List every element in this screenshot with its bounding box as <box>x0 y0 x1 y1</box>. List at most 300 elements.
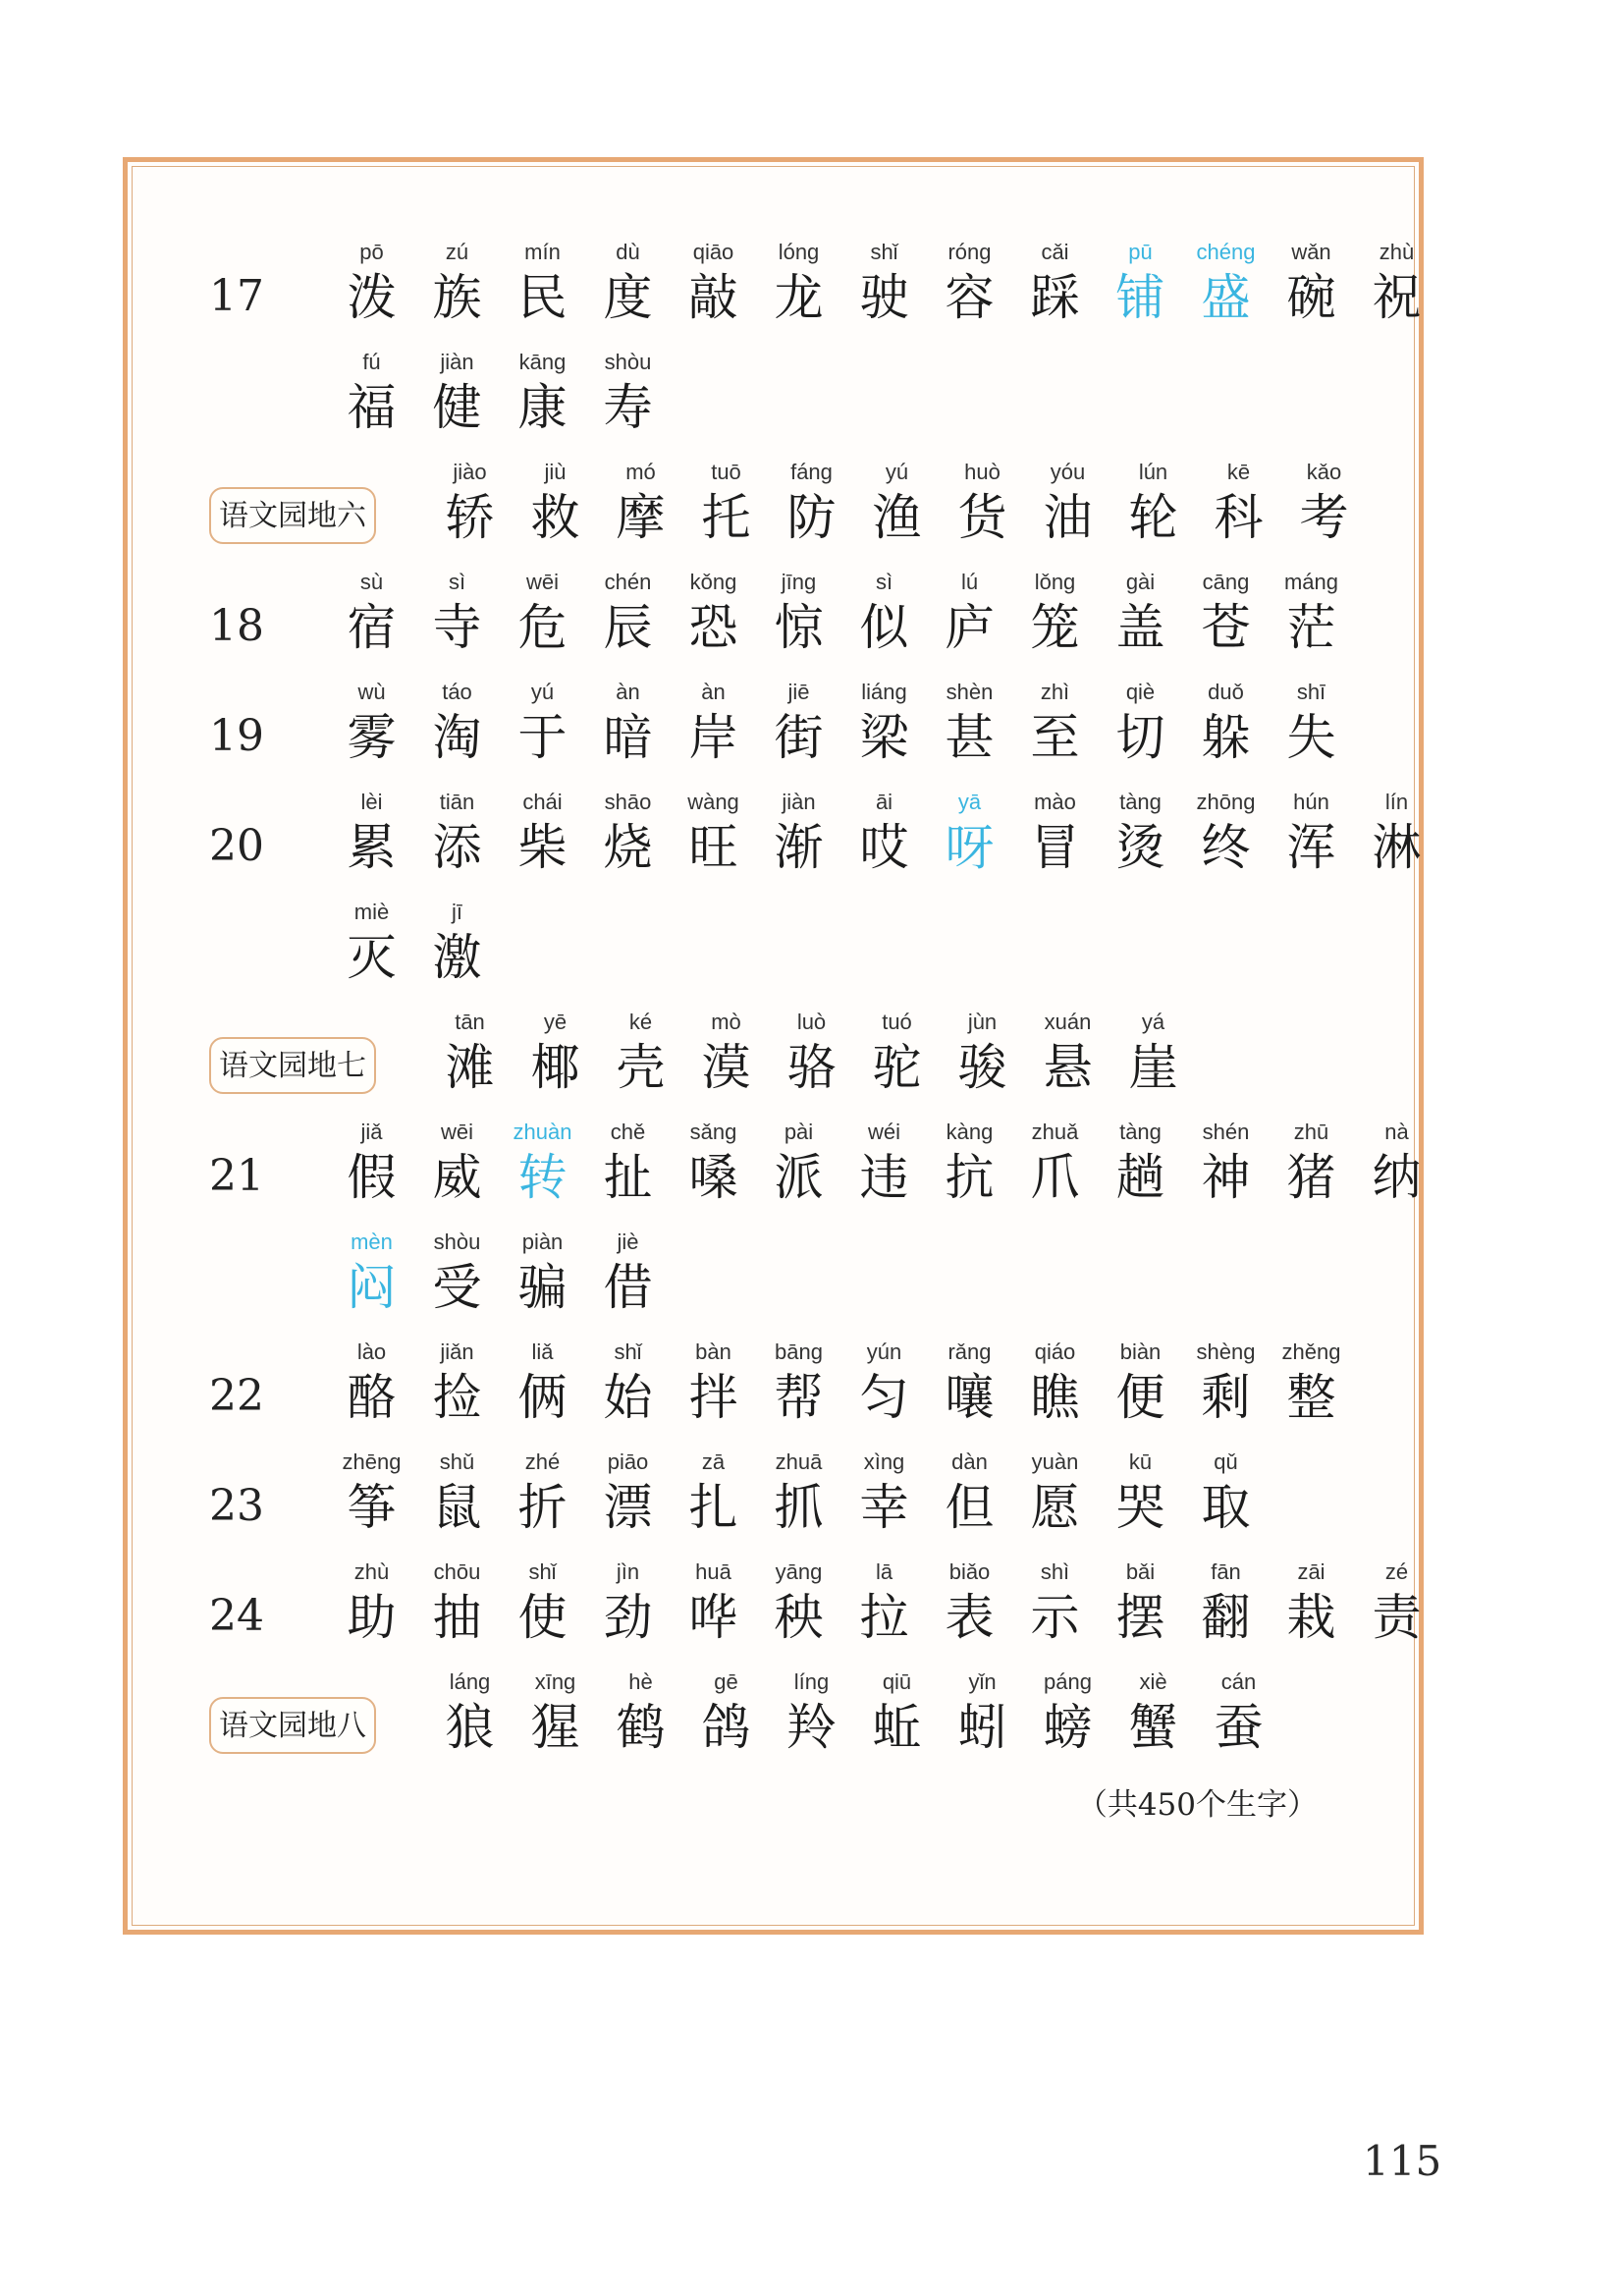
pinyin-annotation: shī <box>1296 680 1326 704</box>
character-cell <box>854 458 940 548</box>
hanzi-character: 猩 <box>530 1699 580 1756</box>
character-cell <box>414 1118 500 1208</box>
page-number: 115 <box>1363 2137 1442 2185</box>
character-cell <box>1098 678 1183 768</box>
character-cell <box>683 458 769 548</box>
character-cell <box>756 678 841 768</box>
pinyin-annotation: qiū <box>882 1669 912 1694</box>
character-cell <box>585 1338 671 1428</box>
pinyin-annotation: gē <box>714 1669 738 1694</box>
character-cell <box>671 1558 756 1648</box>
pinyin-annotation: zú <box>445 240 469 264</box>
character-cell <box>329 898 414 988</box>
pinyin-annotation: zhé <box>524 1449 561 1474</box>
hanzi-character: 惊 <box>774 599 824 656</box>
pinyin-annotation: shén <box>1202 1120 1250 1144</box>
hanzi-character: 累 <box>347 819 397 876</box>
pinyin-annotation: tiān <box>439 790 475 814</box>
pinyin-annotation: fú <box>362 350 381 374</box>
character-cell <box>1183 1118 1269 1208</box>
hanzi-character: 鹤 <box>616 1699 666 1756</box>
pinyin-annotation: bāng <box>775 1339 823 1364</box>
hanzi-character: 危 <box>517 599 568 656</box>
lesson-row <box>209 658 1384 768</box>
character-cell <box>1183 568 1269 658</box>
hanzi-character: 渐 <box>774 819 824 876</box>
page-border-frame <box>123 157 1424 1935</box>
pinyin-annotation: jiàn <box>782 790 816 814</box>
character-cell <box>414 238 500 328</box>
character-cell <box>585 238 671 328</box>
lesson-row <box>209 548 1384 658</box>
pinyin-annotation: xuán <box>1044 1010 1092 1034</box>
lesson-number: 24 <box>209 1591 264 1641</box>
character-cell <box>769 458 854 548</box>
hanzi-character: 旺 <box>688 819 738 876</box>
lesson-number <box>209 436 329 438</box>
pinyin-annotation: duǒ <box>1208 680 1244 704</box>
pinyin-annotation: yǐn <box>968 1669 997 1694</box>
pinyin-annotation: tān <box>455 1010 485 1034</box>
lesson-number: 22 <box>209 1371 264 1421</box>
hanzi-character: 狼 <box>445 1699 495 1756</box>
pinyin-annotation: kàng <box>946 1120 994 1144</box>
pinyin-annotation: chōu <box>433 1559 481 1584</box>
hanzi-character: 暗 <box>603 709 653 766</box>
character-cell <box>500 1448 585 1538</box>
pinyin-annotation: cāng <box>1202 570 1250 594</box>
pinyin-annotation: huò <box>964 460 1001 484</box>
pinyin-annotation: pū <box>1128 240 1153 264</box>
hanzi-character: 考 <box>1299 489 1349 546</box>
hanzi-character: 民 <box>517 269 568 326</box>
character-cell <box>1012 1448 1098 1538</box>
hanzi-character: 鼠 <box>432 1479 482 1536</box>
hanzi-character: 敲 <box>688 269 738 326</box>
character-cell <box>841 788 927 878</box>
pinyin-annotation: lín <box>1384 790 1409 814</box>
pinyin-annotation: shòu <box>433 1230 481 1254</box>
hanzi-character: 货 <box>957 489 1007 546</box>
hanzi-character: 幸 <box>859 1479 909 1536</box>
character-cell <box>671 1338 756 1428</box>
hanzi-character: 茫 <box>1286 599 1336 656</box>
hanzi-character: 泼 <box>347 269 397 326</box>
hanzi-character: 街 <box>774 709 824 766</box>
hanzi-character: 扯 <box>603 1149 653 1206</box>
character-cell <box>1098 1448 1183 1538</box>
hanzi-character: 族 <box>432 269 482 326</box>
character-cell <box>756 1558 841 1648</box>
character-cell <box>841 568 927 658</box>
pinyin-annotation: yē <box>543 1010 568 1034</box>
pinyin-annotation: lóng <box>778 240 820 264</box>
character-cell <box>1012 678 1098 768</box>
hanzi-character: 切 <box>1115 709 1165 766</box>
pinyin-annotation: jùn <box>967 1010 998 1034</box>
pinyin-annotation: xīng <box>534 1669 576 1694</box>
pinyin-annotation: táo <box>442 680 472 704</box>
pinyin-annotation: huā <box>695 1559 731 1584</box>
character-cell <box>940 1667 1025 1758</box>
character-cell <box>1269 788 1354 878</box>
pinyin-annotation: kǒng <box>689 570 737 594</box>
character-cell <box>927 1448 1012 1538</box>
character-cell <box>1354 238 1439 328</box>
hanzi-character: 匀 <box>859 1369 909 1426</box>
hanzi-character: 猪 <box>1286 1149 1336 1206</box>
pinyin-annotation: zhuā <box>775 1449 823 1474</box>
character-cell <box>585 1118 671 1208</box>
pinyin-annotation: jī <box>452 900 462 924</box>
character-cell <box>1183 678 1269 768</box>
hanzi-character: 失 <box>1286 709 1336 766</box>
pinyin-annotation: zhù <box>1379 240 1415 264</box>
character-cell <box>841 238 927 328</box>
pinyin-annotation: dàn <box>951 1449 988 1474</box>
lesson-row <box>209 768 1422 878</box>
pinyin-annotation: wéi <box>867 1120 900 1144</box>
pinyin-annotation: lún <box>1138 460 1168 484</box>
pinyin-annotation: wēi <box>525 570 559 594</box>
character-cell <box>329 1448 414 1538</box>
pinyin-annotation: chén <box>604 570 652 594</box>
hanzi-character: 哎 <box>859 819 909 876</box>
pinyin-annotation: tuó <box>882 1010 912 1034</box>
pinyin-annotation: àn <box>701 680 726 704</box>
pinyin-annotation: kǎo <box>1306 460 1342 484</box>
hanzi-character: 助 <box>347 1589 397 1646</box>
pinyin-annotation: shǐ <box>528 1559 557 1584</box>
hanzi-character: 拉 <box>859 1589 909 1646</box>
pinyin-annotation: yā <box>957 790 982 814</box>
character-cell <box>585 1448 671 1538</box>
character-cell <box>1110 1667 1196 1758</box>
hanzi-character: 至 <box>1030 709 1080 766</box>
character-cell <box>1025 1667 1110 1758</box>
hanzi-character: 椰 <box>530 1039 580 1096</box>
hanzi-character: 崖 <box>1128 1039 1178 1096</box>
lesson-row <box>209 1318 1384 1428</box>
character-cell <box>329 788 414 878</box>
pinyin-annotation: zhū <box>1293 1120 1329 1144</box>
character-cell <box>1098 1558 1183 1648</box>
character-cell <box>683 1008 769 1098</box>
character-cell <box>329 1228 414 1318</box>
continuation-row <box>209 1208 1384 1318</box>
hanzi-character: 威 <box>432 1149 482 1206</box>
character-cell <box>414 1228 500 1318</box>
garden-section-row <box>209 1648 1384 1758</box>
hanzi-character: 借 <box>603 1259 653 1316</box>
hanzi-character: 救 <box>530 489 580 546</box>
hanzi-character: 爪 <box>1030 1149 1080 1206</box>
hanzi-character: 纳 <box>1372 1149 1422 1206</box>
lesson-number: 18 <box>209 601 264 651</box>
lesson-row <box>209 1098 1422 1208</box>
hanzi-character: 盖 <box>1115 599 1165 656</box>
pinyin-annotation: yú <box>885 460 909 484</box>
hanzi-character: 蚯 <box>872 1699 922 1756</box>
pinyin-annotation: jiǎ <box>360 1120 383 1144</box>
character-cell <box>927 1558 1012 1648</box>
character-cell <box>769 1667 854 1758</box>
character-cell <box>1012 568 1098 658</box>
pinyin-annotation: pō <box>359 240 384 264</box>
pinyin-annotation: páng <box>1044 1669 1092 1694</box>
character-cell <box>1110 1008 1196 1098</box>
character-cell <box>427 1667 513 1758</box>
pinyin-annotation: zhì <box>1040 680 1070 704</box>
character-cell <box>841 1338 927 1428</box>
hanzi-character: 福 <box>347 379 397 436</box>
character-cell <box>1183 238 1269 328</box>
character-cell <box>1025 1008 1110 1098</box>
lesson-number: 19 <box>209 711 264 761</box>
hanzi-character: 嚷 <box>945 1369 995 1426</box>
hanzi-character: 渔 <box>872 489 922 546</box>
character-cell <box>1183 1338 1269 1428</box>
pinyin-annotation: rǎng <box>947 1339 992 1364</box>
hanzi-character: 愿 <box>1030 1479 1080 1536</box>
pinyin-annotation: sù <box>359 570 384 594</box>
garden-section-row <box>209 438 1384 548</box>
hanzi-character: 抗 <box>945 1149 995 1206</box>
character-cell <box>1196 458 1281 548</box>
pinyin-annotation: qiè <box>1125 680 1156 704</box>
character-cell <box>1183 1558 1269 1648</box>
character-cell <box>927 1118 1012 1208</box>
hanzi-character: 灭 <box>347 929 397 986</box>
hanzi-character: 轮 <box>1128 489 1178 546</box>
character-cell <box>1269 568 1354 658</box>
hanzi-character: 受 <box>432 1259 482 1316</box>
hanzi-character: 抽 <box>432 1589 482 1646</box>
hanzi-character: 辰 <box>603 599 653 656</box>
pinyin-annotation: máng <box>1283 570 1339 594</box>
hanzi-character: 违 <box>859 1149 909 1206</box>
pinyin-annotation: lèi <box>360 790 383 814</box>
character-cell <box>854 1667 940 1758</box>
pinyin-annotation: chái <box>522 790 563 814</box>
pinyin-annotation: miè <box>353 900 390 924</box>
hanzi-character: 转 <box>517 1149 568 1206</box>
hanzi-character: 蚓 <box>957 1699 1007 1756</box>
hanzi-character: 烫 <box>1115 819 1165 876</box>
hanzi-character: 哭 <box>1115 1479 1165 1536</box>
pinyin-annotation: yóu <box>1050 460 1086 484</box>
character-cell <box>414 1558 500 1648</box>
character-cell <box>927 788 1012 878</box>
hanzi-character: 甚 <box>945 709 995 766</box>
pinyin-annotation: chě <box>610 1120 646 1144</box>
hanzi-character: 栽 <box>1286 1589 1336 1646</box>
character-cell <box>1183 788 1269 878</box>
character-cell <box>1110 458 1196 548</box>
character-cell <box>414 348 500 438</box>
pinyin-annotation: kē <box>1226 460 1251 484</box>
hanzi-character: 但 <box>945 1479 995 1536</box>
lesson-row <box>209 1428 1384 1538</box>
character-cell <box>1012 1558 1098 1648</box>
hanzi-character: 螃 <box>1043 1699 1093 1756</box>
pinyin-annotation: zhù <box>353 1559 390 1584</box>
pinyin-annotation: zā <box>701 1449 726 1474</box>
hanzi-character: 拌 <box>688 1369 738 1426</box>
pinyin-annotation: piāo <box>607 1449 649 1474</box>
character-cell <box>769 1008 854 1098</box>
hanzi-character: 容 <box>945 269 995 326</box>
pinyin-annotation: shòu <box>604 350 652 374</box>
pinyin-annotation: liǎ <box>531 1339 554 1364</box>
pinyin-annotation: hún <box>1293 790 1329 814</box>
pinyin-annotation: ké <box>628 1010 653 1034</box>
character-cell <box>585 1228 671 1318</box>
character-cell <box>756 1118 841 1208</box>
pinyin-annotation: mào <box>1034 790 1076 814</box>
pinyin-annotation: zhuǎ <box>1031 1120 1079 1144</box>
pinyin-annotation: shāo <box>604 790 652 814</box>
continuation-row <box>209 878 1384 988</box>
hanzi-character: 酪 <box>347 1369 397 1426</box>
pinyin-annotation: āi <box>875 790 893 814</box>
character-cell <box>1269 238 1354 328</box>
hanzi-character: 剩 <box>1201 1369 1251 1426</box>
pinyin-annotation: yāng <box>775 1559 823 1584</box>
pinyin-annotation: cǎi <box>1041 240 1069 264</box>
character-cell <box>427 1008 513 1098</box>
character-cell <box>1354 788 1439 878</box>
character-cell <box>414 1338 500 1428</box>
character-cell <box>500 348 585 438</box>
total-character-count-note: （共450个生字） <box>1076 1787 1318 1823</box>
character-cell <box>1098 788 1183 878</box>
character-cell <box>671 678 756 768</box>
pinyin-annotation: kū <box>1128 1449 1153 1474</box>
hanzi-character: 岸 <box>688 709 738 766</box>
continuation-row <box>209 328 1384 438</box>
pinyin-annotation: wù <box>357 680 386 704</box>
hanzi-character: 庐 <box>945 599 995 656</box>
character-cell <box>841 1558 927 1648</box>
character-cell <box>414 568 500 658</box>
pinyin-annotation: zhěng <box>1281 1339 1341 1364</box>
hanzi-character: 趟 <box>1115 1149 1165 1206</box>
pinyin-annotation: mò <box>711 1010 741 1034</box>
hanzi-character: 瞧 <box>1030 1369 1080 1426</box>
hanzi-character: 秧 <box>774 1589 824 1646</box>
hanzi-character: 苍 <box>1201 599 1251 656</box>
pinyin-annotation: fáng <box>790 460 833 484</box>
pinyin-annotation: cán <box>1220 1669 1257 1694</box>
pinyin-annotation: shǐ <box>614 1339 642 1364</box>
lesson-number: 20 <box>209 821 264 871</box>
character-cell <box>756 788 841 878</box>
character-cell <box>756 568 841 658</box>
character-cell <box>500 1118 585 1208</box>
lesson-row <box>209 1538 1422 1648</box>
pinyin-annotation: wǎn <box>1291 240 1331 264</box>
character-cell <box>585 788 671 878</box>
pinyin-annotation: mèn <box>351 1230 393 1254</box>
character-cell <box>414 1448 500 1538</box>
character-cell <box>683 1667 769 1758</box>
hanzi-character: 整 <box>1286 1369 1336 1426</box>
character-cell <box>940 1008 1025 1098</box>
pinyin-annotation: wàng <box>687 790 739 814</box>
pinyin-annotation: tuō <box>711 460 741 484</box>
lesson-number <box>209 986 329 988</box>
character-cell <box>671 568 756 658</box>
hanzi-character: 添 <box>432 819 482 876</box>
pinyin-annotation: líng <box>793 1669 830 1694</box>
pinyin-annotation: jiào <box>453 460 487 484</box>
hanzi-character: 劲 <box>603 1589 653 1646</box>
hanzi-character: 滩 <box>445 1039 495 1096</box>
pinyin-annotation: zāi <box>1297 1559 1325 1584</box>
pinyin-annotation: hè <box>628 1669 653 1694</box>
pinyin-annotation: yú <box>530 680 555 704</box>
pinyin-annotation: shǔ <box>439 1449 475 1474</box>
character-cell <box>414 678 500 768</box>
hanzi-character: 闷 <box>347 1259 397 1316</box>
character-cell <box>513 1008 598 1098</box>
character-list <box>133 167 1422 1925</box>
pinyin-annotation: zhuàn <box>513 1120 572 1144</box>
hanzi-character: 托 <box>701 489 751 546</box>
pinyin-annotation: qǔ <box>1214 1449 1238 1474</box>
hanzi-character: 碗 <box>1286 269 1336 326</box>
pinyin-annotation: shèng <box>1196 1339 1256 1364</box>
character-cell <box>927 1338 1012 1428</box>
hanzi-character: 激 <box>432 929 482 986</box>
character-cell <box>598 1667 683 1758</box>
character-cell <box>854 1008 940 1098</box>
hanzi-character: 康 <box>517 379 568 436</box>
pinyin-annotation: shǐ <box>870 240 898 264</box>
hanzi-character: 烧 <box>603 819 653 876</box>
pinyin-annotation: luò <box>796 1010 827 1034</box>
pinyin-annotation: lā <box>875 1559 893 1584</box>
hanzi-character: 羚 <box>786 1699 837 1756</box>
character-cell <box>1269 1118 1354 1208</box>
character-cell <box>329 568 414 658</box>
pinyin-annotation: jīng <box>781 570 817 594</box>
hanzi-character: 轿 <box>445 489 495 546</box>
pinyin-annotation: kāng <box>518 350 567 374</box>
character-cell <box>927 678 1012 768</box>
character-cell <box>671 1118 756 1208</box>
character-cell <box>598 458 683 548</box>
pinyin-annotation: jìn <box>616 1559 640 1584</box>
hanzi-character: 科 <box>1214 489 1264 546</box>
hanzi-character: 蚕 <box>1214 1699 1264 1756</box>
hanzi-character: 淋 <box>1372 819 1422 876</box>
pinyin-annotation: bàn <box>695 1339 731 1364</box>
character-cell <box>1098 1338 1183 1428</box>
pinyin-annotation: xìng <box>863 1449 905 1474</box>
hanzi-character: 似 <box>859 599 909 656</box>
character-cell <box>1012 238 1098 328</box>
hanzi-character: 摩 <box>616 489 666 546</box>
character-cell <box>756 1448 841 1538</box>
hanzi-character: 哗 <box>688 1589 738 1646</box>
character-cell <box>756 238 841 328</box>
hanzi-character: 驼 <box>872 1039 922 1096</box>
pinyin-annotation: xiè <box>1139 1669 1167 1694</box>
pinyin-annotation: tàng <box>1119 790 1162 814</box>
hanzi-character: 寿 <box>603 379 653 436</box>
